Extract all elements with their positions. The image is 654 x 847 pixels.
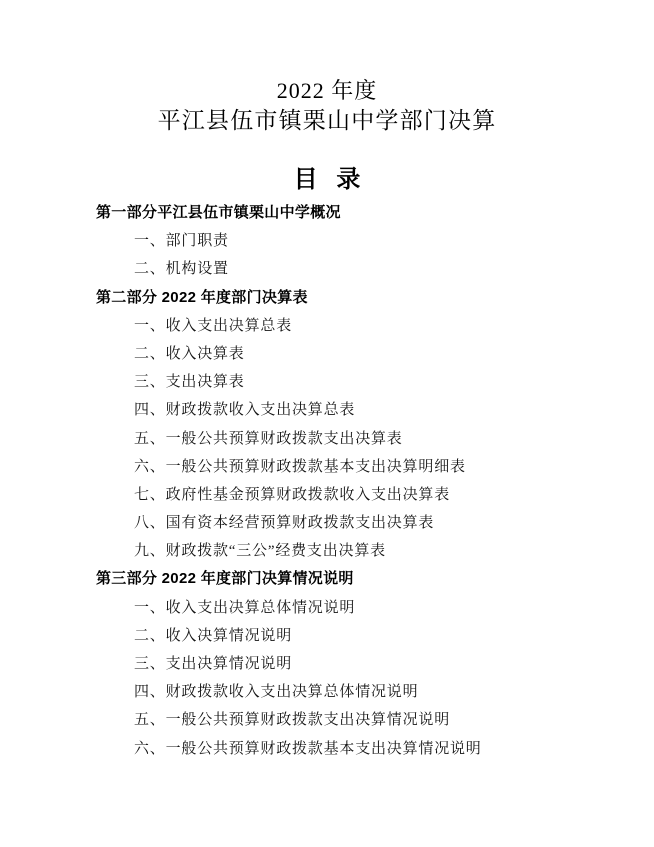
toc-item-3-5: 五、一般公共预算财政拨款支出决算情况说明 bbox=[134, 712, 451, 729]
toc-section-3-title: 第三部分 2022 年度部门决算情况说明 bbox=[96, 570, 354, 588]
toc-list bbox=[96, 199, 634, 763]
toc-item-2-7: 七、政府性基金预算财政拨款收入支出决算表 bbox=[134, 486, 451, 503]
toc-item-2-4: 四、财政拨款收入支出决算总表 bbox=[134, 402, 356, 419]
toc-item-2-8: 八、国有资本经营预算财政拨款支出决算表 bbox=[134, 515, 435, 532]
toc-item-2-1: 一、收入支出决算总表 bbox=[134, 317, 293, 334]
toc-item-2-6: 六、一般公共预算财政拨款基本支出决算明细表 bbox=[134, 458, 466, 475]
toc-heading: 目 录 bbox=[293, 166, 361, 193]
toc-item-3-1: 一、收入支出决算总体情况说明 bbox=[134, 599, 356, 616]
title-org-line: 平江县伍市镇栗山中学部门决算 bbox=[157, 108, 497, 133]
toc-item-1-1: 一、部门职责 bbox=[134, 233, 229, 250]
toc-item-3-2: 二、收入决算情况说明 bbox=[134, 627, 293, 644]
toc-item-2-9: 九、财政拨款“三公”经费支出决算表 bbox=[134, 543, 386, 560]
toc-item-2-3: 三、支出决算表 bbox=[134, 374, 245, 391]
toc-item-2-5: 五、一般公共预算财政拨款支出决算表 bbox=[134, 430, 403, 447]
toc-item-3-6: 六、一般公共预算财政拨款基本支出决算情况说明 bbox=[134, 740, 482, 757]
toc-item-1-2: 二、机构设置 bbox=[134, 261, 229, 278]
toc-section-1-title: 第一部分平江县伍市镇栗山中学概况 bbox=[96, 204, 341, 221]
document-title bbox=[0, 76, 654, 136]
toc-item-3-4: 四、财政拨款收入支出决算总体情况说明 bbox=[134, 684, 419, 701]
title-year-line: 2022 年度 bbox=[276, 78, 378, 103]
toc-section-2-title: 第二部分 2022 年度部门决算表 bbox=[96, 288, 308, 306]
toc-item-2-2: 二、收入决算表 bbox=[134, 345, 245, 362]
toc-item-3-3: 三、支出决算情况说明 bbox=[134, 656, 293, 672]
